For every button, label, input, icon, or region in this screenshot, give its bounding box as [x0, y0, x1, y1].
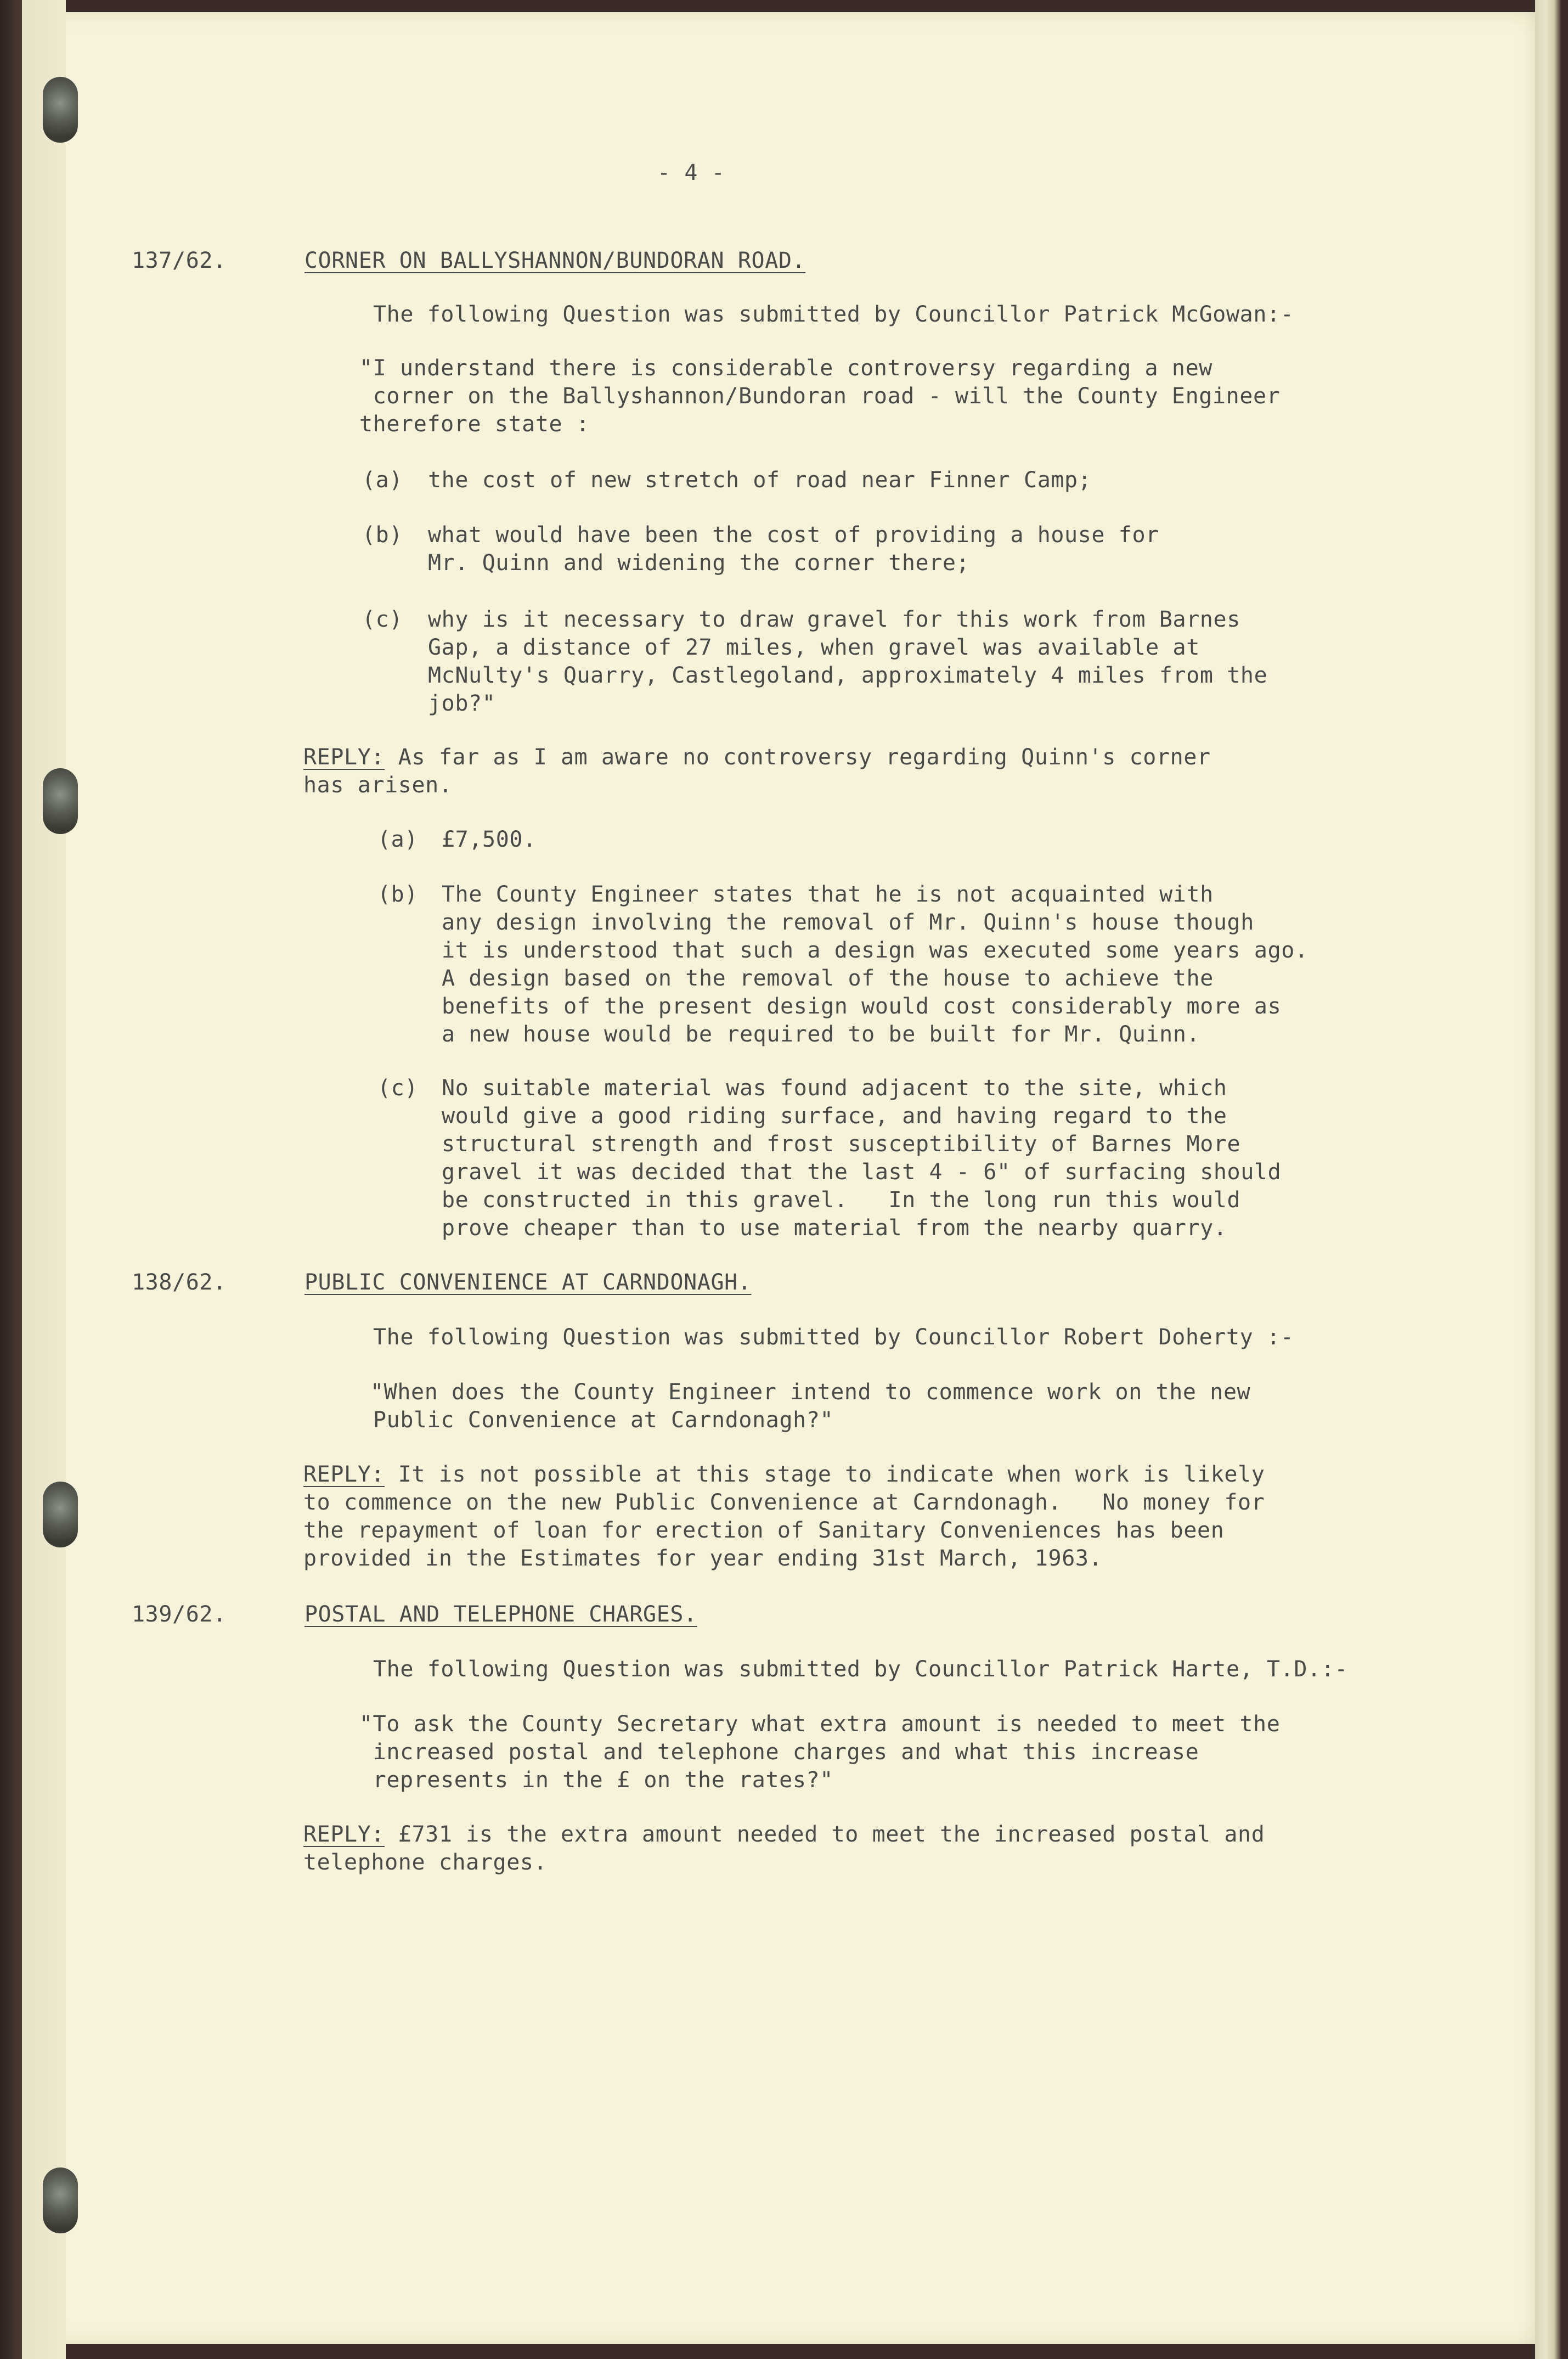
reply-line: to commence on the new Public Convenience at Carndonagh. No money for: [303, 1490, 1265, 1515]
point-line: any design involving the removal of Mr. Quinn's house though: [442, 910, 1254, 935]
point-label: (a): [377, 827, 419, 852]
page-edge: [1535, 0, 1568, 2359]
point-line: A design based on the removal of the house to achieve the: [442, 966, 1214, 991]
question-intro: The following Question was submitted by Councillor Robert Doherty :-: [373, 1325, 1294, 1350]
point-line: it is understood that such a design was executed some years ago.: [442, 938, 1308, 963]
question-intro: The following Question was submitted by Councillor Patrick Harte, T.D.:-: [373, 1657, 1349, 1682]
question-intro: The following Question was submitted by Councillor Patrick McGowan:-: [373, 302, 1294, 327]
point-line: the cost of new stretch of road near Finner Camp;: [428, 468, 1092, 493]
reply-line: has arisen.: [303, 773, 453, 798]
item-ref: 138/62.: [132, 1270, 227, 1295]
point-label: (a): [362, 468, 403, 493]
point-line: would give a good riding surface, and having regard to the: [442, 1104, 1227, 1129]
page-number: - 4 -: [657, 160, 725, 185]
point-line: Gap, a distance of 27 miles, when gravel was available at: [428, 635, 1200, 660]
reply-label: REPLY:: [303, 745, 385, 770]
point-line: structural strength and frost susceptibility of Barnes More: [442, 1131, 1241, 1157]
point-line: McNulty's Quarry, Castlegoland, approximately 4 miles from the: [428, 663, 1268, 688]
point-line: The County Engineer states that he is not acquainted with: [442, 882, 1214, 907]
point-line: be constructed in this gravel. In the long run this would: [442, 1187, 1241, 1213]
question-line: "When does the County Engineer intend to commence work on the new: [370, 1380, 1251, 1405]
question-line: therefore state :: [359, 412, 590, 437]
reply-label: REPLY:: [303, 1462, 385, 1487]
binder-ring: [43, 2167, 78, 2233]
item-ref: 137/62.: [132, 248, 227, 273]
reply-line: the repayment of loan for erection of Sanitary Conveniences has been: [303, 1518, 1225, 1543]
reply-line: £731 is the extra amount needed to meet the increased postal and: [385, 1822, 1265, 1847]
point-line: prove cheaper than to use material from the nearby quarry.: [442, 1215, 1227, 1241]
question-line: represents in the £ on the rates?": [359, 1767, 833, 1793]
question-line: corner on the Ballyshannon/Bundoran road - will the County Engineer: [359, 384, 1281, 409]
item-heading: PUBLIC CONVENIENCE AT CARNDONAGH.: [304, 1270, 752, 1295]
point-label: (c): [377, 1076, 419, 1101]
question-line: increased postal and telephone charges and what this increase: [359, 1739, 1199, 1765]
binder-ring: [43, 77, 78, 143]
point-line: No suitable material was found adjacent to the site, which: [442, 1076, 1227, 1101]
reply-label: REPLY:: [303, 1822, 385, 1847]
point-line: gravel it was decided that the last 4 - 6" of surfacing should: [442, 1159, 1282, 1185]
point-line: what would have been the cost of providing a house for: [428, 522, 1159, 548]
point-line: why is it necessary to draw gravel for this work from Barnes: [428, 607, 1240, 632]
reply-line: provided in the Estimates for year ending 31st March, 1963.: [303, 1546, 1103, 1571]
point-line: benefits of the present design would cost considerably more as: [442, 994, 1282, 1019]
binder-ring: [43, 768, 78, 834]
item-heading: POSTAL AND TELEPHONE CHARGES.: [304, 1602, 697, 1627]
reply-line: It is not possible at this stage to indicate when work is likely: [385, 1462, 1265, 1487]
point-label: (b): [377, 882, 419, 907]
point-label: (b): [362, 522, 403, 548]
binder-ring: [43, 1482, 78, 1547]
question-line: "I understand there is considerable controversy regarding a new: [359, 356, 1212, 381]
point-line: Mr. Quinn and widening the corner there;: [428, 550, 970, 576]
reply-line: telephone charges.: [303, 1850, 548, 1875]
binding-margin: [0, 0, 66, 2359]
point-line: £7,500.: [442, 827, 537, 852]
point-line: a new house would be required to be built for Mr. Quinn.: [442, 1022, 1200, 1047]
question-line: Public Convenience at Carndonagh?": [373, 1407, 834, 1433]
item-ref: 139/62.: [132, 1602, 227, 1627]
question-line: "To ask the County Secretary what extra amount is needed to meet the: [359, 1711, 1281, 1737]
point-label: (c): [362, 607, 403, 632]
item-heading: CORNER ON BALLYSHANNON/BUNDORAN ROAD.: [304, 248, 806, 273]
point-line: job?": [428, 691, 496, 716]
reply-line: As far as I am aware no controversy regarding Quinn's corner: [385, 745, 1211, 770]
